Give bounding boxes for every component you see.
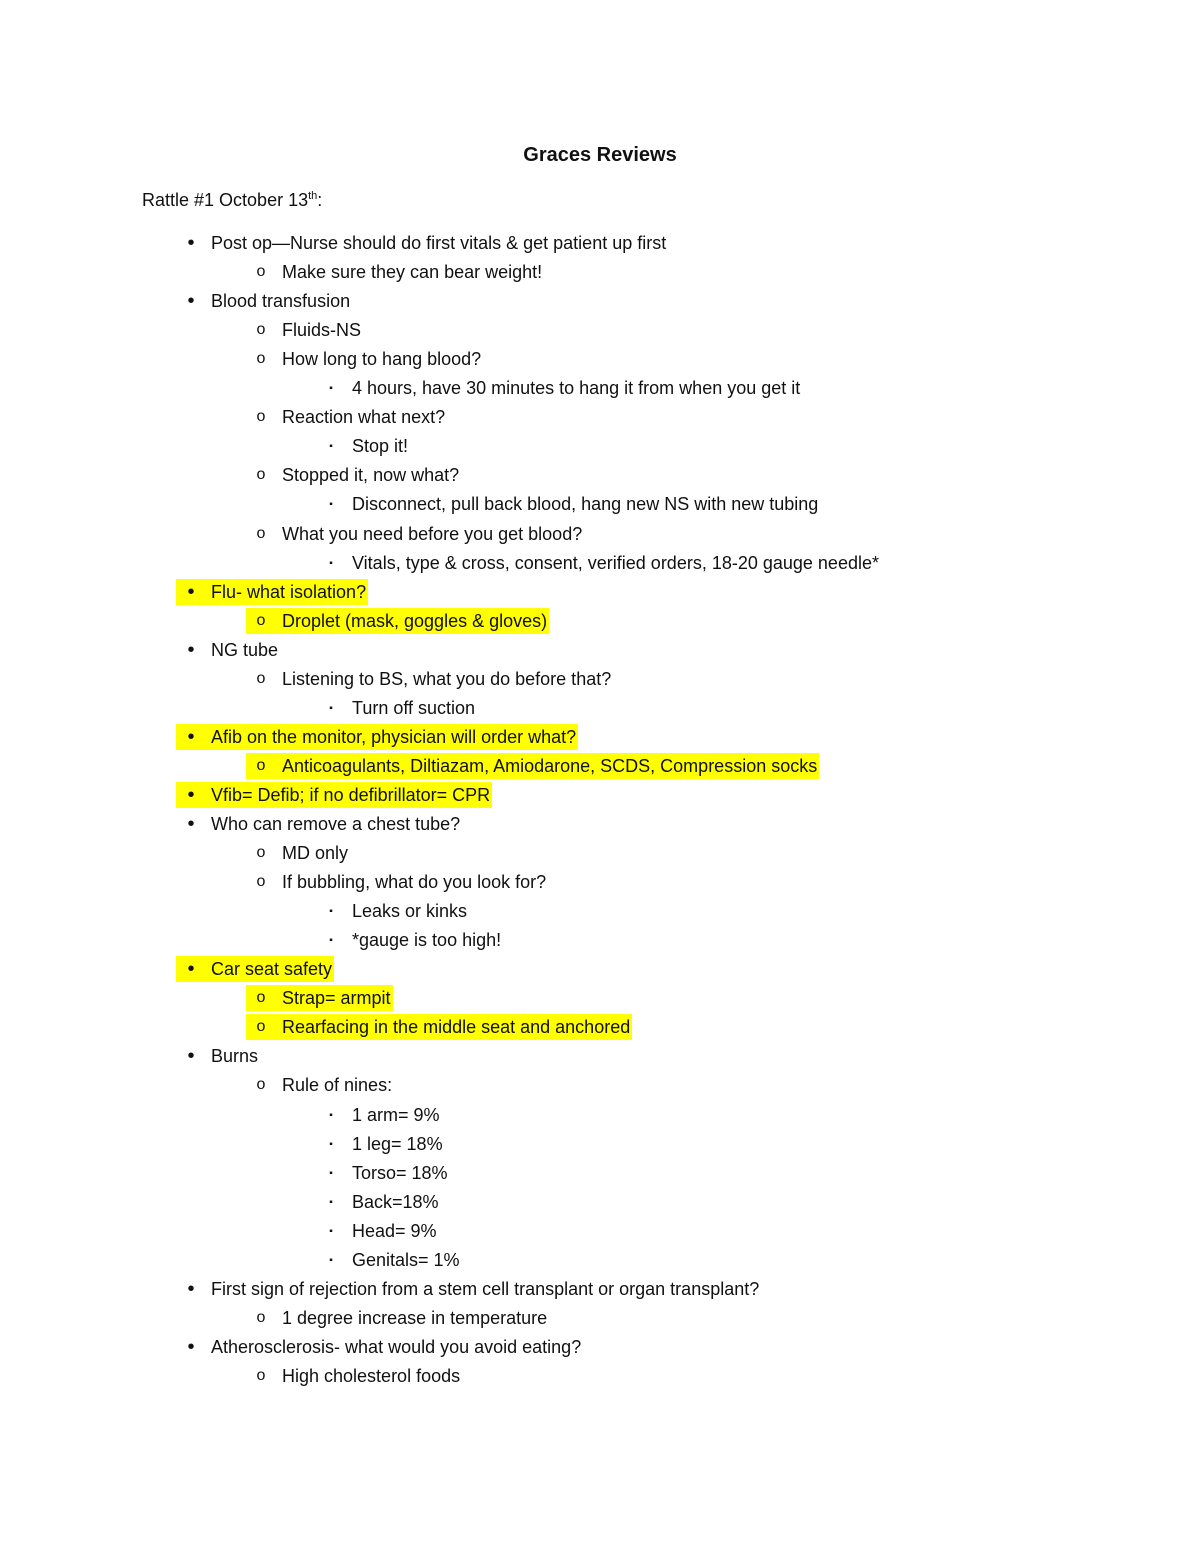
list-item bbox=[176, 1276, 761, 1302]
square-marker-icon: ▪ bbox=[329, 1197, 333, 1208]
highlighted-list-item bbox=[176, 782, 492, 808]
list-item bbox=[316, 433, 408, 459]
list-item bbox=[246, 1363, 462, 1389]
bullet-marker-icon: • bbox=[187, 1336, 195, 1358]
square-marker-icon: ▪ bbox=[329, 906, 333, 917]
list-item bbox=[176, 230, 668, 256]
list-item bbox=[176, 288, 352, 314]
list-item-text: What you need before you get blood? bbox=[282, 524, 583, 544]
list-item bbox=[316, 1247, 460, 1273]
square-marker-icon: ▪ bbox=[329, 1110, 333, 1121]
list-item-text: Listening to BS, what you do before that? bbox=[282, 669, 612, 689]
list-item-text: If bubbling, what do you look for? bbox=[282, 872, 547, 892]
list-item-text: MD only bbox=[282, 843, 349, 863]
list-item-text: Rearfacing in the middle seat and anchored bbox=[282, 1017, 631, 1037]
highlighted-list-item bbox=[246, 1014, 632, 1040]
circle-marker-icon: o bbox=[256, 408, 266, 425]
list-item-text: Who can remove a chest tube? bbox=[211, 814, 461, 834]
list-item-text: 4 hours, have 30 minutes to hang it from when you get it bbox=[352, 378, 801, 398]
list-item bbox=[176, 1043, 260, 1069]
list-item-text: Turn off suction bbox=[352, 698, 476, 718]
square-marker-icon: ▪ bbox=[329, 499, 333, 510]
list-item bbox=[316, 1218, 437, 1244]
bullet-marker-icon: • bbox=[187, 813, 195, 835]
circle-marker-icon: o bbox=[256, 466, 266, 483]
heading-superscript: th bbox=[308, 190, 318, 202]
list-item-text: Post op—Nurse should do first vitals & get patient up first bbox=[211, 233, 667, 253]
list-item-text: Afib on the monitor, physician will order what? bbox=[211, 727, 577, 747]
highlighted-list-item bbox=[176, 579, 368, 605]
list-item-text: Burns bbox=[211, 1046, 259, 1066]
square-marker-icon: ▪ bbox=[329, 1139, 333, 1150]
list-item bbox=[316, 927, 501, 953]
list-item bbox=[316, 695, 475, 721]
circle-marker-icon: o bbox=[256, 1076, 266, 1093]
circle-marker-icon: o bbox=[256, 757, 266, 774]
circle-marker-icon: o bbox=[256, 612, 266, 629]
list-item-text: Genitals= 1% bbox=[352, 1250, 460, 1270]
square-marker-icon: ▪ bbox=[329, 441, 333, 452]
list-item-text: Atherosclerosis- what would you avoid eating? bbox=[211, 1337, 582, 1357]
circle-marker-icon: o bbox=[256, 989, 266, 1006]
heading-text: Rattle #1 October 13 bbox=[142, 190, 309, 210]
list-item-text: 1 arm= 9% bbox=[352, 1105, 440, 1125]
highlighted-list-item bbox=[246, 753, 819, 779]
list-item bbox=[316, 1160, 448, 1186]
circle-marker-icon: o bbox=[256, 873, 266, 890]
list-item bbox=[176, 637, 280, 663]
list-item-text: *gauge is too high! bbox=[352, 930, 502, 950]
list-item bbox=[246, 869, 548, 895]
circle-marker-icon: o bbox=[256, 844, 266, 861]
list-item bbox=[246, 1305, 549, 1331]
list-item bbox=[246, 317, 363, 343]
list-item-text: Head= 9% bbox=[352, 1221, 437, 1241]
square-marker-icon: ▪ bbox=[329, 1168, 333, 1179]
bullet-marker-icon: • bbox=[187, 726, 195, 748]
list-item-text: Reaction what next? bbox=[282, 407, 446, 427]
list-item-text: Blood transfusion bbox=[211, 291, 351, 311]
list-item-text: Anticoagulants, Diltiazam, Amiodarone, SCDS, Compression socks bbox=[282, 756, 818, 776]
circle-marker-icon: o bbox=[256, 321, 266, 338]
circle-marker-icon: o bbox=[256, 1018, 266, 1035]
circle-marker-icon: o bbox=[256, 670, 266, 687]
square-marker-icon: ▪ bbox=[329, 1226, 333, 1237]
list-item bbox=[246, 521, 584, 547]
list-item bbox=[246, 404, 447, 430]
list-item bbox=[316, 375, 800, 401]
list-item-text: First sign of rejection from a stem cell transplant or organ transplant? bbox=[211, 1279, 760, 1299]
square-marker-icon: ▪ bbox=[329, 383, 333, 394]
list-item bbox=[316, 1102, 440, 1128]
list-item-text: Rule of nines: bbox=[282, 1075, 393, 1095]
square-marker-icon: ▪ bbox=[329, 1255, 333, 1266]
list-item-text: NG tube bbox=[211, 640, 279, 660]
list-item bbox=[316, 1189, 439, 1215]
heading-suffix: : bbox=[317, 190, 323, 210]
circle-marker-icon: o bbox=[256, 1367, 266, 1384]
list-item-text: Make sure they can bear weight! bbox=[282, 262, 543, 282]
list-item bbox=[246, 1072, 394, 1098]
bullet-marker-icon: • bbox=[187, 290, 195, 312]
list-item bbox=[246, 462, 461, 488]
square-marker-icon: ▪ bbox=[329, 558, 333, 569]
bullet-marker-icon: • bbox=[187, 958, 195, 980]
list-item-text: Stopped it, now what? bbox=[282, 465, 460, 485]
list-item-text: Back=18% bbox=[352, 1192, 439, 1212]
list-item-text: Strap= armpit bbox=[282, 988, 391, 1008]
list-item-text: Car seat safety bbox=[211, 959, 333, 979]
highlighted-list-item bbox=[176, 724, 578, 750]
list-item bbox=[246, 840, 350, 866]
highlighted-list-item bbox=[176, 956, 334, 982]
circle-marker-icon: o bbox=[256, 263, 266, 280]
circle-marker-icon: o bbox=[256, 1309, 266, 1326]
highlighted-list-item bbox=[246, 608, 549, 634]
square-marker-icon: ▪ bbox=[329, 935, 333, 946]
bullet-marker-icon: • bbox=[187, 784, 195, 806]
section-heading bbox=[142, 187, 322, 213]
list-item bbox=[316, 550, 879, 576]
list-item bbox=[246, 666, 613, 692]
list-item-text: 1 leg= 18% bbox=[352, 1134, 443, 1154]
list-item-text: Flu- what isolation? bbox=[211, 582, 367, 602]
bullet-marker-icon: • bbox=[187, 1278, 195, 1300]
list-item bbox=[316, 491, 818, 517]
list-item bbox=[246, 346, 483, 372]
bullet-marker-icon: • bbox=[187, 639, 195, 661]
list-item-text: Disconnect, pull back blood, hang new NS with new tubing bbox=[352, 494, 819, 514]
bullet-marker-icon: • bbox=[187, 1045, 195, 1067]
page-title: Graces Reviews bbox=[523, 144, 677, 166]
list-item-text: Vitals, type & cross, consent, verified orders, 18-20 gauge needle* bbox=[352, 553, 879, 573]
list-item bbox=[246, 259, 544, 285]
list-item-text: Droplet (mask, goggles & gloves) bbox=[282, 611, 548, 631]
list-item-text: Vfib= Defib; if no defibrillator= CPR bbox=[211, 785, 491, 805]
list-item-text: Fluids-NS bbox=[282, 320, 362, 340]
bullet-marker-icon: • bbox=[187, 232, 195, 254]
list-item bbox=[176, 811, 462, 837]
list-item bbox=[316, 898, 467, 924]
list-item-text: Torso= 18% bbox=[352, 1163, 448, 1183]
list-item-text: High cholesterol foods bbox=[282, 1366, 461, 1386]
list-item-text: 1 degree increase in temperature bbox=[282, 1308, 548, 1328]
list-item bbox=[316, 1131, 443, 1157]
list-item-text: Leaks or kinks bbox=[352, 901, 468, 921]
list-item-text: Stop it! bbox=[352, 436, 409, 456]
list-item-text: How long to hang blood? bbox=[282, 349, 482, 369]
circle-marker-icon: o bbox=[256, 350, 266, 367]
square-marker-icon: ▪ bbox=[329, 703, 333, 714]
bullet-marker-icon: • bbox=[187, 581, 195, 603]
highlighted-list-item bbox=[246, 985, 393, 1011]
circle-marker-icon: o bbox=[256, 525, 266, 542]
list-item bbox=[176, 1334, 583, 1360]
